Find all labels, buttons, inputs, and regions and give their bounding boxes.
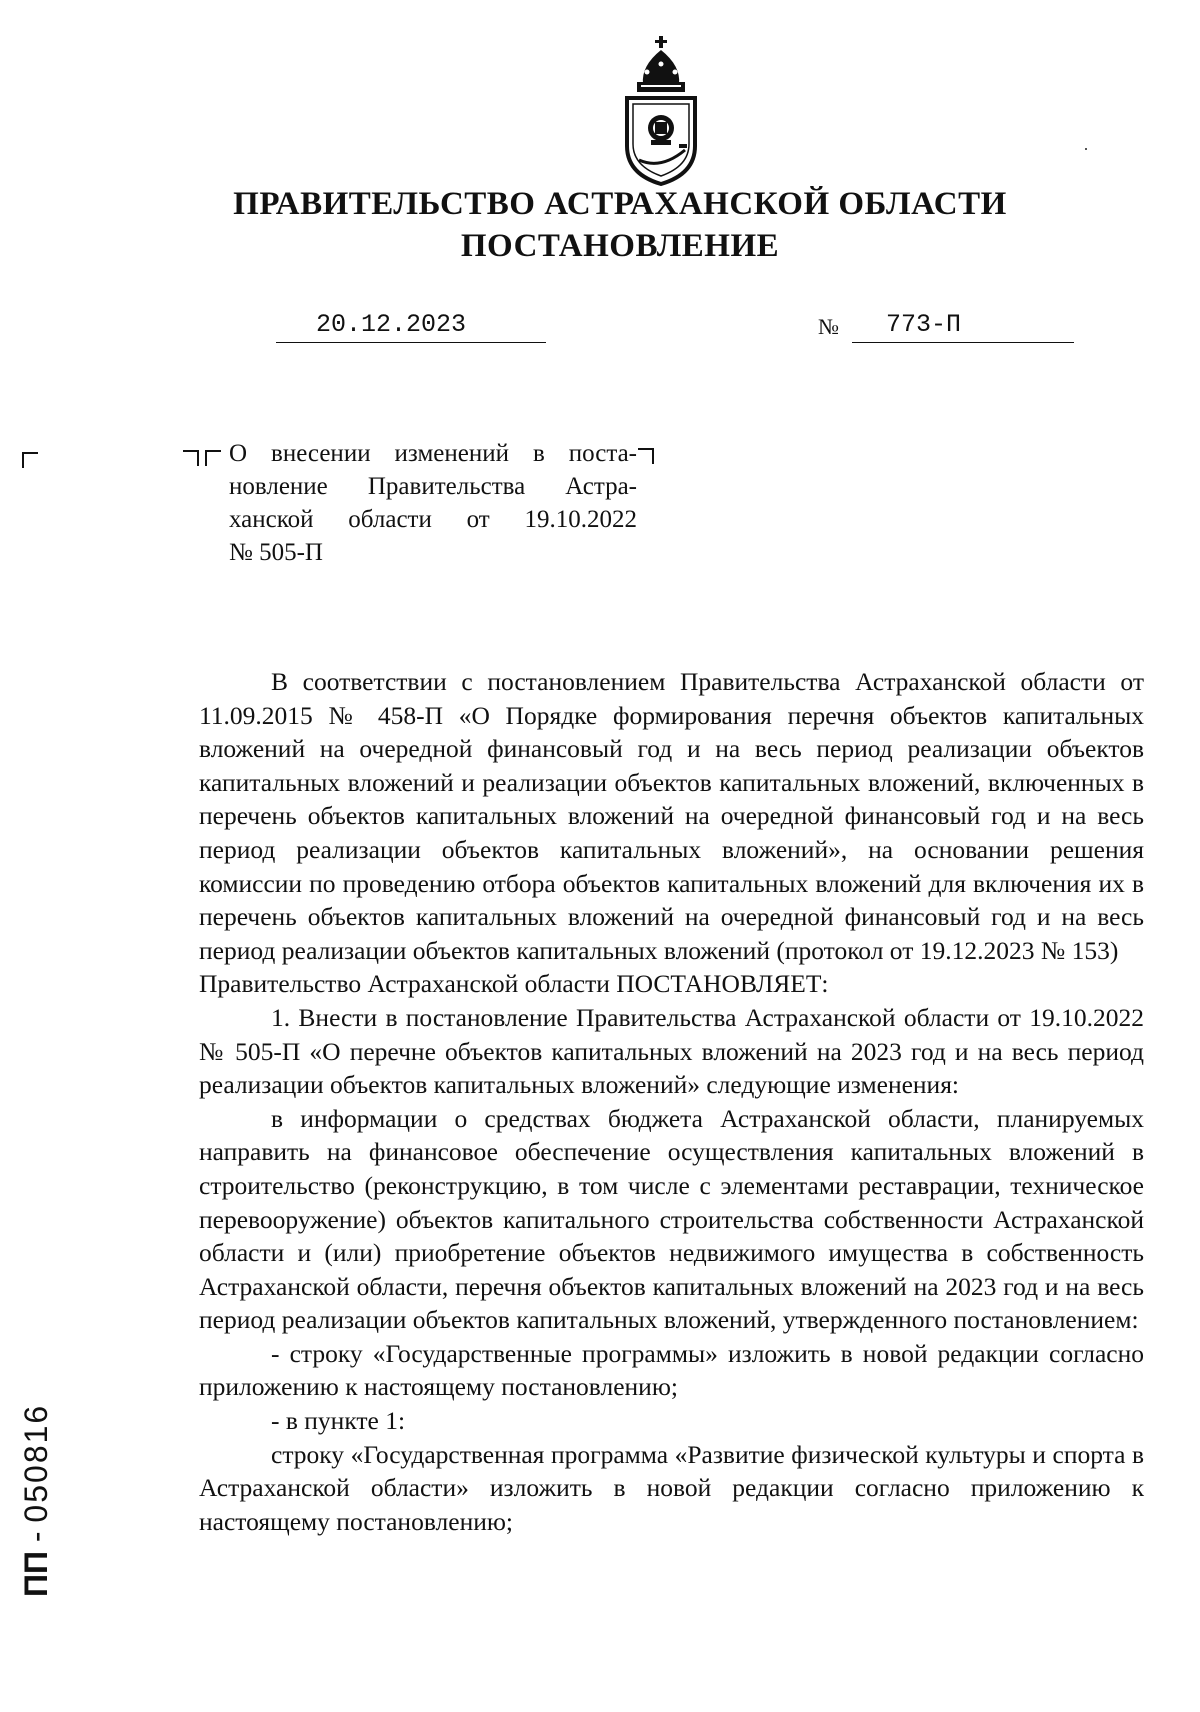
- document-subject: [229, 437, 637, 569]
- corner-mark-subject-c: [638, 448, 654, 464]
- organization-title: ПРАВИТЕЛЬСТВО АСТРАХАНСКОЙ ОБЛАСТИ: [233, 186, 1007, 222]
- corner-mark-left: [22, 452, 38, 468]
- subject-line-2: новление Правительства Астра-: [229, 473, 637, 500]
- subject-line-1: О внесении изменений в поста-: [229, 440, 637, 467]
- paragraph-information: в информации о средствах бюджета Астраханской области, планируемых направить на финансовое обеспечение осуществления капитальных вложений в строительство (реконструкцию, в том числе с элементами реставрации, техническое перевооружение) объектов капитального строительства собственности Астраханской области и (или) приобретение объектов недвижимого имущества в собственность Астраханской области, перечня объектов капитальных вложений на 2023 год и на весь период реализации объектов капитальных вложений, утвержденного постановлением:: [199, 1103, 1144, 1335]
- document-type-title: ПОСТАНОВЛЕНИЕ: [460, 228, 780, 264]
- number-field: [852, 310, 1074, 343]
- side-code-prefix: ПП: [18, 1551, 54, 1597]
- subject-line-3: ханской области от 19.10.2022: [229, 506, 637, 533]
- side-registration-code: [18, 1357, 58, 1597]
- paragraph-preamble: В соответствии с постановлением Правительства Астраханской области от 11.09.2015 № 458-П «О Порядке формирования перечня объектов капитальных вложений на очередной финансовый год и на весь период реализации объектов капитальных вложений и реализации объектов капитальных вложений, включенных в перечень объектов капитальных вложений на очередной финансовый год и на весь период реализации объектов капитальных вложений», на основании решения комиссии по проведению отбора объектов капитальных вложений для включения их в перечень объектов капитальных вложений на очередной финансовый год и на весь период реализации объектов капитальных вложений (протокол от 19.12.2023 № 153): [199, 667, 1144, 965]
- corner-mark-subject-b: [205, 450, 221, 466]
- document-date: 20.12.2023: [316, 310, 467, 339]
- side-code-separator: -: [18, 1522, 54, 1551]
- scan-speck: [1085, 148, 1087, 150]
- coat-of-arms-icon: [621, 36, 701, 186]
- date-field: [276, 310, 546, 343]
- paragraph-decree: Правительство Астраханской области ПОСТАНОВЛЯЕТ:: [199, 969, 829, 999]
- paragraph-programs-line: - строку «Государственные программы» изложить в новой редакции согласно приложению к настоящему постановлению;: [199, 1338, 1144, 1402]
- side-code-digits: 050816: [18, 1403, 54, 1523]
- paragraph-point-1: - в пункте 1:: [271, 1406, 406, 1436]
- paragraph-item-1: 1. Внести в постановление Правительства Астраханской области от 19.10.2022 № 505-П «О перечне объектов капитальных вложений на 2023 год и на весь период реализации объектов капитальных вложений» следующие изменения:: [199, 1002, 1144, 1100]
- paragraph-sport-program: строку «Государственная программа «Развитие физической культуры и спорта в Астраханской области» изложить в новой редакции согласно приложению к настоящему постановлению;: [199, 1439, 1144, 1536]
- document-number: 773-П: [886, 310, 962, 339]
- number-sign: №: [818, 314, 839, 339]
- subject-line-4: № 505-П: [229, 539, 323, 566]
- corner-mark-subject-a: [183, 450, 199, 466]
- document-body: [199, 665, 1144, 1538]
